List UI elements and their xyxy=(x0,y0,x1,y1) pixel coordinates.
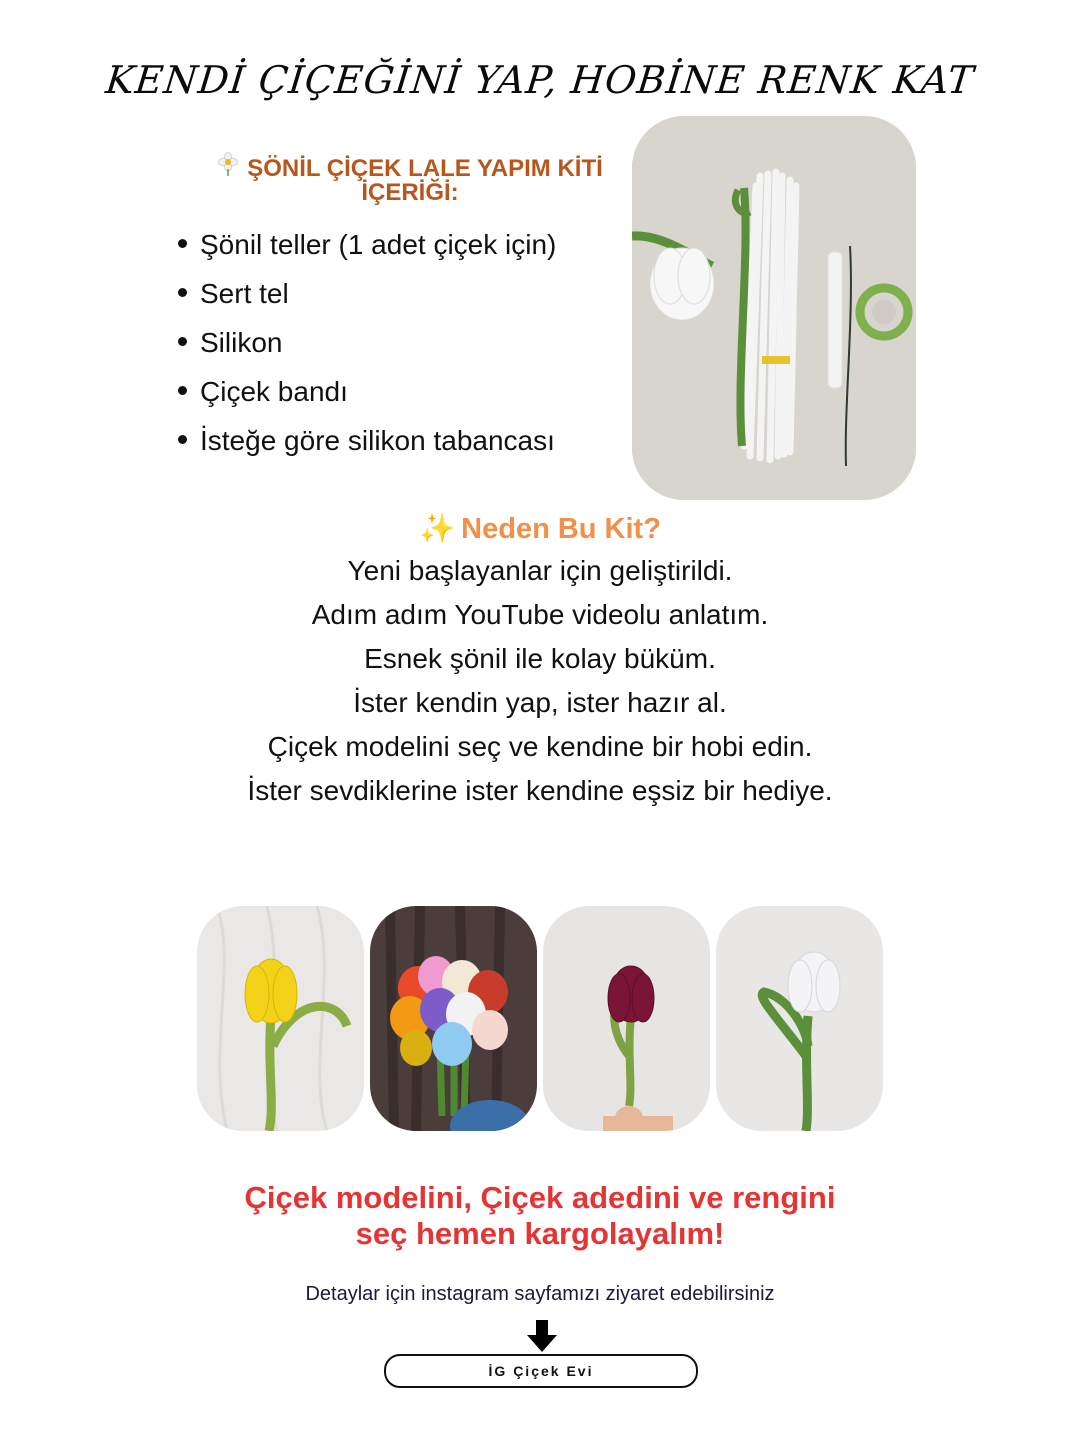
list-item: Çiçek bandı xyxy=(178,369,556,418)
cta-line2: seç hemen kargolayalım! xyxy=(355,1216,725,1251)
kit-contents-list xyxy=(178,222,556,467)
list-item: Silikon xyxy=(178,320,556,369)
page-headline: KENDİ ÇİÇEĞİNİ YAP, HOBİNE RENK KAT xyxy=(103,58,977,102)
tulip-bouquet-photo xyxy=(370,906,537,1131)
kit-contents-title xyxy=(190,152,630,205)
white-tulip-photo xyxy=(716,906,883,1131)
why-this-kit-title: ✨ Neden Bu Kit? xyxy=(419,513,661,545)
list-item: İsteğe göre silikon tabancası xyxy=(178,418,556,467)
list-item: Şönil teller (1 adet çiçek için) xyxy=(178,222,556,271)
kit-photo xyxy=(632,116,916,500)
cta-line1: Çiçek modelini, Çiçek adedini ve rengini xyxy=(244,1180,836,1215)
kit-title-line1: ŞÖNİL ÇİÇEK LALE YAPIM KİTİ xyxy=(247,155,603,182)
sparkles-icon: ✨ xyxy=(419,513,456,545)
why-this-kit-list xyxy=(0,549,1080,813)
burgundy-tulip-photo xyxy=(543,906,710,1131)
details-text: Detaylar için instagram sayfamızı ziyaret edebilirsiniz xyxy=(305,1283,775,1305)
why-line: İster sevdiklerine ister kendine eşsiz bir hediye. xyxy=(247,775,833,806)
list-item: Sert tel xyxy=(178,271,556,320)
flower-icon xyxy=(217,152,239,181)
why-line: Yeni başlayanlar için geliştirildi. xyxy=(347,555,733,586)
kit-title-line2: İÇERİĞİ: xyxy=(361,179,459,206)
why-line: Adım adım YouTube videolu anlatım. xyxy=(311,599,769,630)
instagram-link-button[interactable]: İG Çiçek Evi xyxy=(384,1354,698,1388)
why-line: Esnek şönil ile kolay büküm. xyxy=(364,643,716,674)
why-line: İster kendin yap, ister hazır al. xyxy=(353,687,727,718)
arrow-down-icon xyxy=(527,1320,557,1352)
why-line: Çiçek modelini seç ve kendine bir hobi edin. xyxy=(267,731,813,762)
yellow-tulip-photo xyxy=(197,906,364,1131)
order-call-to-action xyxy=(0,1180,1080,1252)
